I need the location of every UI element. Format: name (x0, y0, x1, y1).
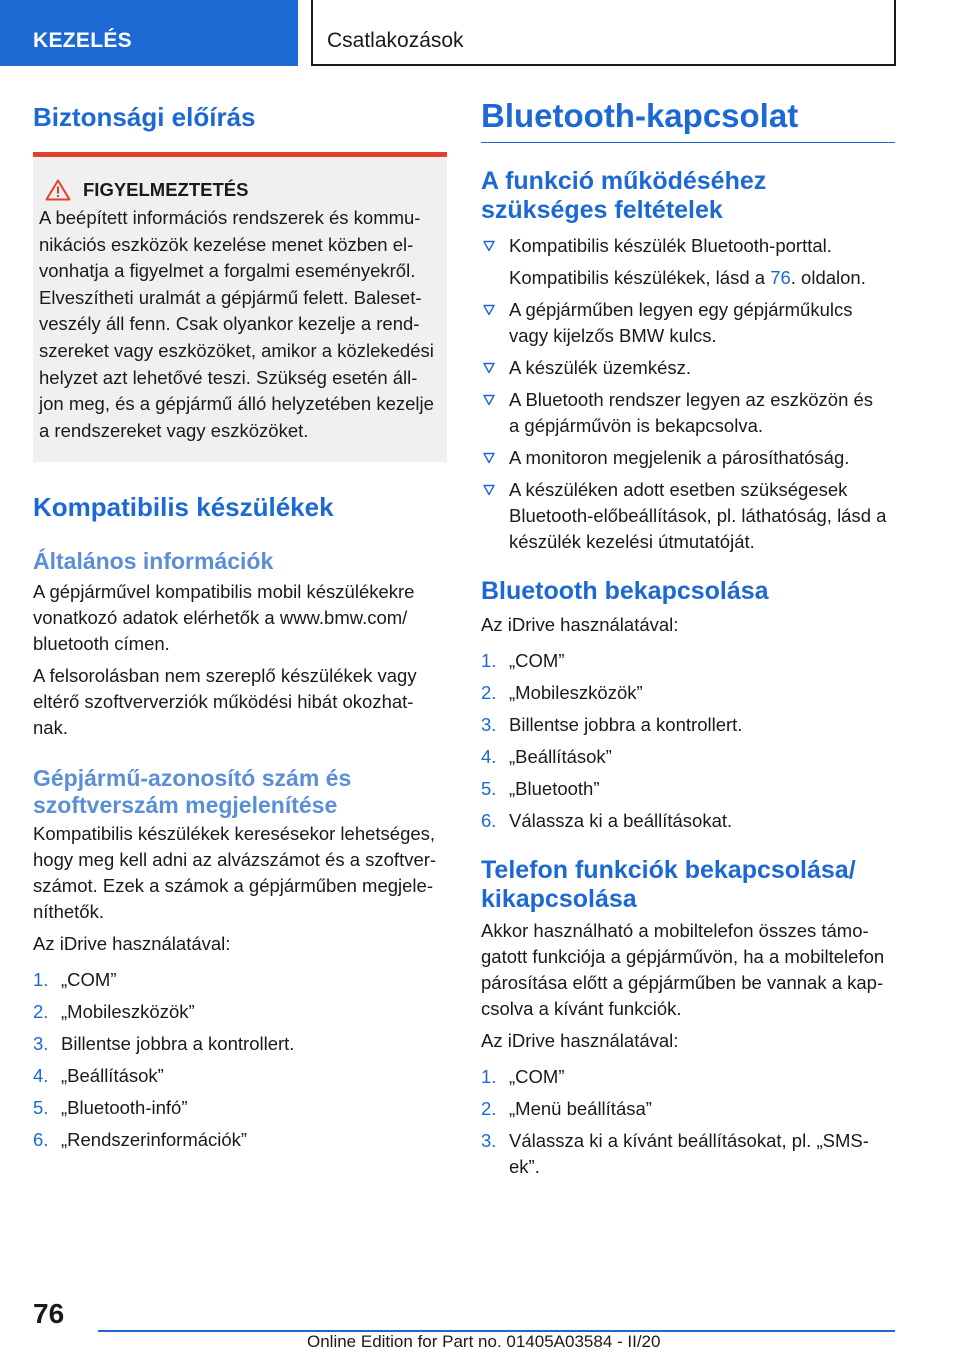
bluetooth-title: Bluetooth-kapcsolat (481, 96, 895, 143)
phone-functions-steps-list (481, 1064, 895, 1180)
left-column (33, 96, 447, 1159)
list-item: 3. Billentse jobbra a kontrollert. (481, 714, 743, 735)
triangle-bullet-icon (483, 394, 495, 406)
vin-steps-list (33, 967, 447, 1153)
list-item: 4. „Beállítások” (481, 746, 612, 767)
requirements-list (481, 233, 895, 555)
list-item: A gépjárműben legyen egy gépjárműkulcs vagy kijelzős BMW kulcs. (481, 297, 895, 349)
list-item: 3. Válassza ki a kívánt beállításokat, pl. „SMS- ek”. (481, 1130, 869, 1177)
general-info-heading: Általános információk (33, 548, 274, 575)
list-item: 1. „COM” (481, 650, 565, 671)
list-item: 1. „COM” (481, 1066, 565, 1087)
list-item: A készülék üzemkész. (481, 355, 895, 381)
triangle-bullet-icon (483, 484, 495, 496)
vin-idrive-intro: Az iDrive használatával: (33, 933, 231, 955)
list-item: 4. „Beállítások” (33, 1065, 164, 1087)
general-info-paragraph-1: A gépjárművel kompatibilis mobil készülékekre vonatkozó adatok elérhetők a www.bmw.com/ bluetooth címen. (33, 581, 415, 655)
chapter-tab: Csatlakozások (311, 0, 896, 66)
bluetooth-on-heading: Bluetooth bekapcsolása (481, 577, 769, 605)
list-item: 3. Billentse jobbra a kontrollert. (33, 1033, 295, 1055)
list-item: 2. „Mobileszközök” (33, 1001, 195, 1023)
list-item: Kompatibilis készülék Bluetooth-porttal. Kompatibilis készülékek, lásd a 76. oldalon. (481, 233, 895, 291)
right-column (481, 96, 895, 1186)
list-item: 1. „COM” (33, 969, 117, 991)
list-item: 5. „Bluetooth” (481, 778, 600, 799)
list-item: 2. „Mobileszközök” (481, 682, 643, 703)
list-item: 2. „Menü beállítása” (481, 1098, 652, 1119)
warning-text: A beépített információs rendszerek és kommu- nikációs eszközök kezelése menet közben el- vonhatja a figyelmet a forgalmi eseményekről. Elveszítheti uralmát a gépjármű felett. Baleset- veszély áll fenn. Csak olyankor kezelje a rend- szereket vagy eszközöket, amikor a közlekedési helyzet azt lehetővé teszi. Szükség esetén áll- jon meg, és a gépjármű álló helyzetében kezelje a rendszereket vagy eszközöket. (39, 207, 434, 441)
triangle-bullet-icon (483, 240, 495, 252)
triangle-bullet-icon (483, 304, 495, 316)
phone-functions-idrive-intro: Az iDrive használatával: (481, 1030, 679, 1051)
safety-heading: Biztonsági előírás (33, 102, 256, 132)
section-tab: KEZELÉS (0, 0, 298, 66)
vin-paragraph: Kompatibilis készülékek keresésekor lehetséges, hogy meg kell adni az alvázszámot és a szoftver- számot. Ezek a számok a gépjárműben megjele- níthetők. (33, 823, 437, 923)
page-reference-link[interactable]: 76 (770, 267, 791, 288)
warning-triangle-icon (45, 179, 71, 201)
warning-box (33, 152, 447, 462)
phone-functions-paragraph: Akkor használható a mobiltelefon összes támo- gatott funkciója a gépjárművön, ha a mobiltelefon párosítása előtt a gépjárműben be vannak a kap- csolva a kívánt funkciók. (481, 920, 885, 1019)
general-info-paragraph-2: A felsorolásban nem szereplő készülékek vagy eltérő szoftververziók működési hibát okozhat- nak. (33, 665, 417, 739)
list-item: A készüléken adott esetben szükségesek Bluetooth-előbeállítások, pl. láthatóság, lásd a készülék kezelési útmutatóját. (481, 477, 895, 555)
bluetooth-on-idrive-intro: Az iDrive használatával: (481, 614, 679, 635)
list-item: A Bluetooth rendszer legyen az eszközön és a gépjárművön is bekapcsolva. (481, 387, 895, 439)
phone-functions-heading: Telefon funkciók bekapcsolása/ kikapcsolása (481, 856, 856, 913)
vin-heading: Gépjármű-azonosító szám és szoftverszám megjelenítése (33, 765, 352, 819)
compat-heading: Kompatibilis készülékek (33, 492, 334, 523)
bluetooth-on-steps-list (481, 648, 895, 834)
list-item: 5. „Bluetooth-infó” (33, 1097, 188, 1119)
list-item: 6. Válassza ki a beállításokat. (481, 810, 733, 831)
warning-title: FIGYELMEZTETÉS (39, 179, 439, 201)
triangle-bullet-icon (483, 452, 495, 464)
page-number: 76 (33, 1298, 65, 1329)
edition-note: Online Edition for Part no. 01405A03584 - II/20 (307, 1332, 661, 1351)
list-item: 6. „Rendszerinformációk” (33, 1129, 248, 1151)
list-item: A monitoron megjelenik a párosíthatóság. (481, 445, 895, 471)
page-header (0, 0, 960, 66)
requirements-heading: A funkció működéséhez szükséges feltételek (481, 167, 767, 224)
triangle-bullet-icon (483, 362, 495, 374)
